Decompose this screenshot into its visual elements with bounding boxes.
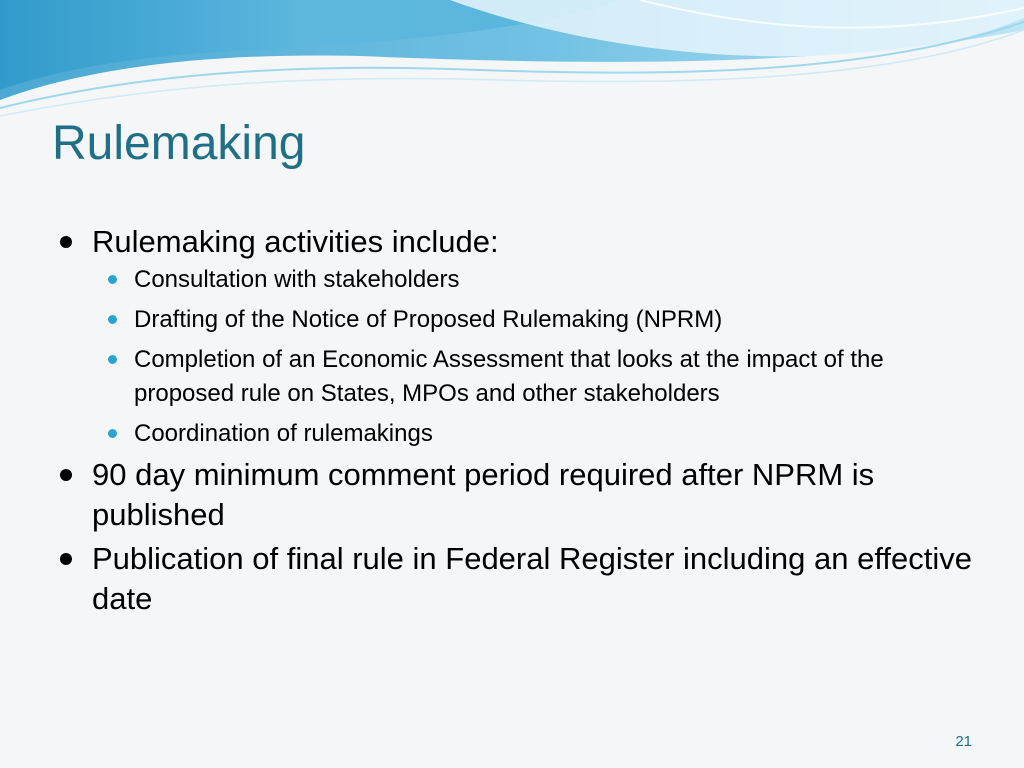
bullet-dot-icon (60, 236, 72, 248)
sub-bullet-dot-icon (108, 275, 117, 284)
bullet-item (58, 539, 978, 619)
sub-bullet-text: Consultation with stakeholders (134, 266, 460, 293)
wave-header-decoration (0, 0, 1024, 130)
bullet-text: Publication of final rule in Federal Register including an effective date (92, 541, 972, 616)
bullet-text: 90 day minimum comment period required after NPRM is published (92, 457, 875, 532)
bullet-dot-icon (60, 553, 72, 565)
bullet-text: Rulemaking activities include: (92, 224, 499, 259)
sub-bullet-text: Completion of an Economic Assessment that looks at the impact of the proposed rule on States, MPOs and other stakeholders (134, 346, 884, 407)
bullet-item (58, 455, 978, 535)
sub-bullet-dot-icon (108, 315, 117, 324)
bullet-item (58, 222, 978, 451)
sub-bullet-item (92, 343, 978, 411)
slide-title: Rulemaking (52, 117, 306, 170)
bullet-list (58, 222, 978, 619)
sub-bullet-item (92, 417, 978, 451)
sub-bullet-text: Drafting of the Notice of Proposed Rulemaking (NPRM) (134, 306, 723, 333)
sub-bullet-text: Coordination of rulemakings (134, 420, 433, 447)
bullet-dot-icon (60, 469, 72, 481)
sub-bullet-list (92, 263, 978, 451)
slide-number: 21 (955, 733, 972, 750)
sub-bullet-dot-icon (108, 429, 117, 438)
sub-bullet-item (92, 303, 978, 337)
sub-bullet-dot-icon (108, 355, 117, 364)
sub-bullet-item (92, 263, 978, 297)
